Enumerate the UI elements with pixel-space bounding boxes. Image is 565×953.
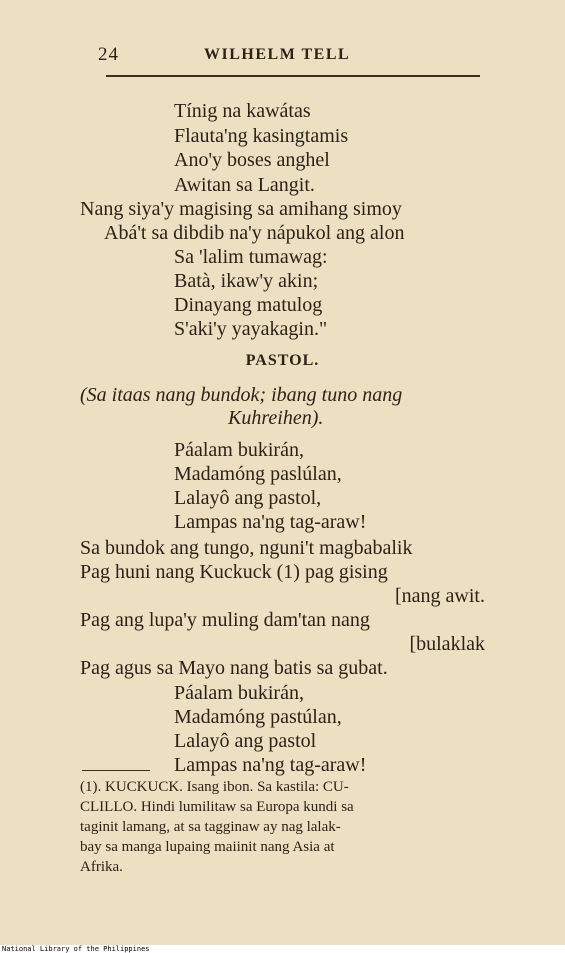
running-title: WILHELM TELL — [204, 46, 351, 63]
verse-line: Lalayô ang pastol, — [174, 487, 322, 509]
verse-line: Sa bundok ang tungo, nguni't magbabalik — [80, 537, 413, 559]
verse-line: Sa 'lalim tumawag: — [174, 246, 328, 268]
verse-line: Flauta'ng kasingtamis — [174, 125, 349, 147]
verse-line: Nang siya'y magising sa amihang simoy — [80, 198, 402, 220]
verse-line: Lampas na'ng tag-araw! — [174, 511, 367, 533]
verse-line: [nang awit. — [395, 585, 485, 607]
verse-line: Páalam bukirán, — [174, 439, 304, 461]
verse-line: Abá't sa dibdib na'y nápukol ang alon — [104, 222, 405, 244]
verse-line: Dinayang matulog — [174, 294, 323, 316]
verse-line: Pag agus sa Mayo nang batis sa gubat. — [80, 657, 388, 679]
verse-line: Lampas na'ng tag-araw! — [174, 754, 367, 776]
stage-direction: (Sa itaas nang bundok; ibang tuno nang — [80, 384, 403, 406]
scan-credit-text: National Library of the Philippines — [2, 945, 150, 953]
header-rule — [106, 75, 480, 77]
verse-line: Ano'y boses anghel — [174, 149, 330, 171]
verse-line: Awitan sa Langit. — [174, 174, 315, 196]
stage-direction: Kuhreihen). — [228, 407, 324, 429]
scan-credit — [0, 945, 565, 953]
verse-line: Batà, ikaw'y akin; — [174, 270, 319, 292]
verse-line: Tínig na kawátas — [174, 100, 311, 122]
verse-line: Páalam bukirán, — [174, 682, 304, 704]
footnote-line: CLILLO. Hindi lumilitaw sa Europa kundi sa — [80, 799, 354, 815]
page-number: 24 — [98, 44, 119, 65]
verse-line: Madamóng paslúlan, — [174, 463, 342, 485]
footnote-line: bay sa manga lupaing maiinit nang Asia at — [80, 839, 335, 855]
verse-line: Madamóng pastúlan, — [174, 706, 342, 728]
speaker-heading: PASTOL. — [245, 352, 320, 369]
footnote-line: Afrika. — [80, 859, 123, 875]
verse-line: Lalayô ang pastol — [174, 730, 317, 752]
verse-line: S'aki'y yayakagin." — [174, 318, 328, 340]
footnote-line: taginit lamang, at sa tagginaw ay nag lalak- — [80, 819, 341, 835]
verse-line: Pag ang lupa'y muling dam'tan nang — [80, 609, 370, 631]
footnote-line: (1). KUCKUCK. Isang ibon. Sa kastila: CU- — [80, 779, 349, 795]
footnote-rule — [82, 770, 150, 771]
verse-line: Pag huni nang Kuckuck (1) pag gising — [80, 561, 388, 583]
verse-line: [bulaklak — [409, 633, 485, 655]
